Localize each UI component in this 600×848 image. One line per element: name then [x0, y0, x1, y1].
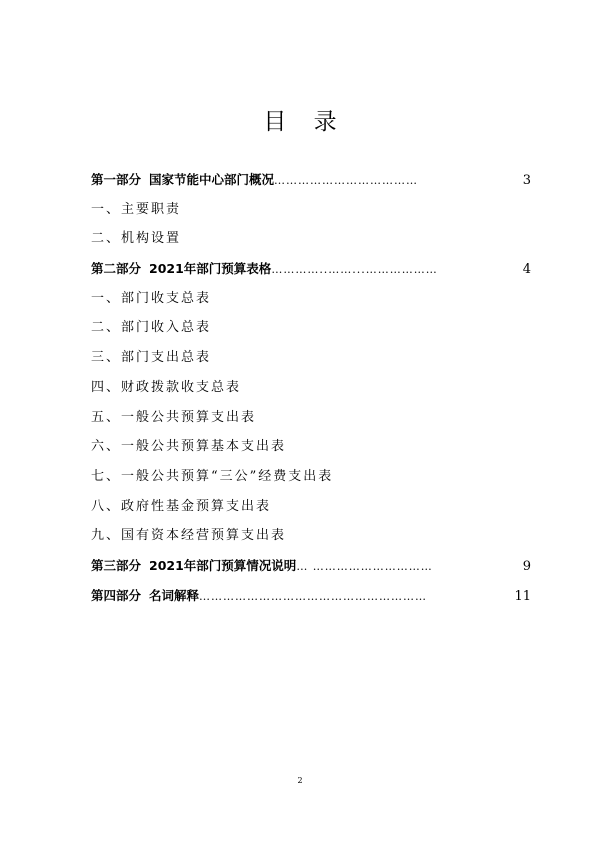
- toc-part-3[interactable]: [91, 557, 531, 587]
- toc-item-income-total[interactable]: 二、部门收入总表: [91, 320, 212, 336]
- toc-item-main-duties[interactable]: 一、主要职责: [91, 201, 182, 217]
- toc-item-public-budget-expense[interactable]: 五、一般公共预算支出表: [91, 409, 257, 425]
- toc-page-number: 3: [522, 173, 531, 188]
- toc-leader-dots: …………………………………………………: [199, 589, 428, 603]
- toc-item-state-capital[interactable]: 九、国有资本经营预算支出表: [91, 528, 287, 544]
- toc-item-three-public-expense[interactable]: 七、一般公共预算“三公”经费支出表: [91, 468, 334, 484]
- page-title: 目 录: [263, 109, 347, 135]
- toc-page-number: 11: [514, 588, 531, 604]
- toc-part-title: 2021年部门预算表格: [149, 261, 272, 277]
- toc-page-number: 4: [522, 262, 531, 278]
- toc-part-1[interactable]: [91, 171, 531, 201]
- toc-leader-dots: …………..……...………………: [271, 263, 438, 277]
- toc-part-title: 国家节能中心部门概况: [149, 172, 275, 187]
- toc-page-number: 9: [522, 558, 531, 574]
- toc-item-government-fund[interactable]: 八、政府性基金预算支出表: [91, 498, 272, 514]
- toc-part-2[interactable]: [91, 260, 531, 290]
- toc-item-expense-total[interactable]: 三、部门支出总表: [91, 350, 212, 366]
- toc-part-label: 第三部分: [91, 557, 142, 573]
- toc-part-title: 名词解释: [149, 587, 200, 603]
- toc-item-fiscal-appropriation[interactable]: 四、财政拨款收支总表: [91, 379, 242, 395]
- table-of-contents: [91, 171, 531, 616]
- toc-part-4[interactable]: [91, 587, 531, 617]
- toc-leader-dots: ………………………………: [274, 174, 419, 187]
- toc-part-label: 第二部分: [91, 261, 142, 277]
- toc-item-income-expense-total[interactable]: 一、部门收支总表: [91, 290, 212, 306]
- toc-item-organization[interactable]: 二、机构设置: [91, 231, 182, 247]
- toc-part-label: 第四部分: [91, 587, 142, 603]
- page-number: 2: [297, 776, 303, 785]
- toc-leader-dots: … …………………………: [296, 559, 433, 573]
- toc-item-public-budget-basic[interactable]: 六、一般公共预算基本支出表: [91, 439, 287, 455]
- toc-part-title: 2021年部门预算情况说明: [149, 557, 297, 573]
- toc-part-label: 第一部分: [91, 172, 142, 187]
